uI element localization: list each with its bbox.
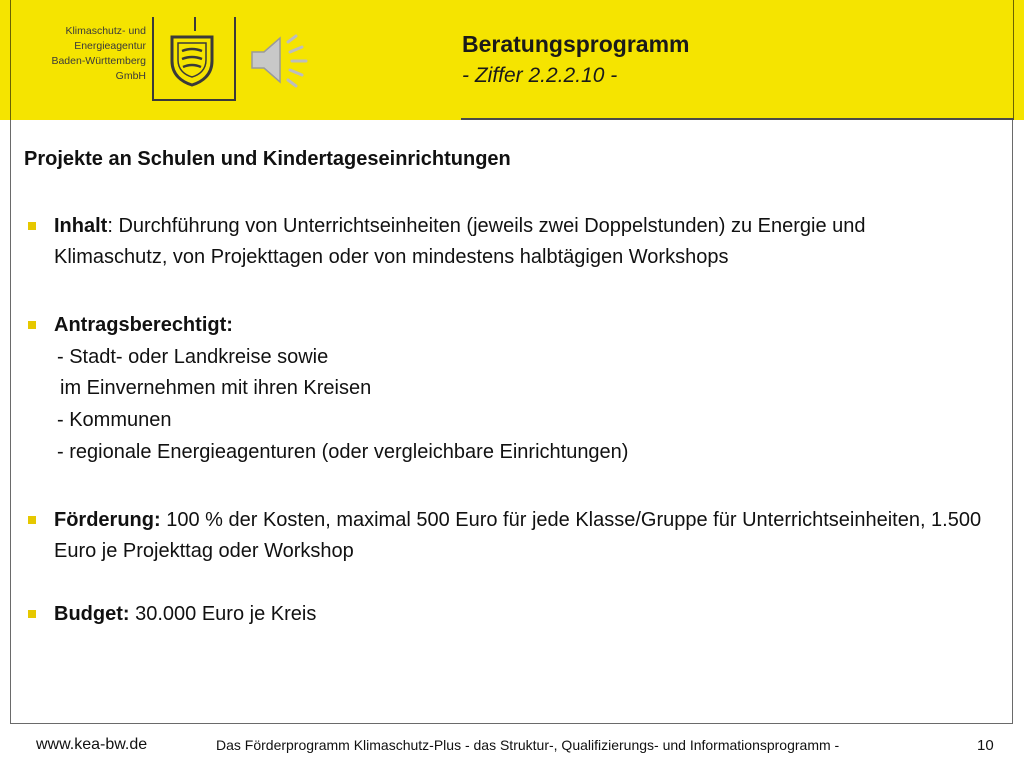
speaker-icon[interactable] — [248, 30, 320, 90]
bullet-foerderung — [24, 505, 984, 567]
bullet-label: Antragsberechtigt: — [54, 314, 233, 336]
header-right-rule — [1013, 0, 1014, 120]
bullet-label: Förderung: — [54, 509, 161, 531]
footer-caption: Das Förderprogramm Klimaschutz-Plus - das Struktur-, Qualifizierungs- und Informationsprogramm - — [216, 737, 840, 753]
organization-name — [28, 24, 146, 84]
header-left-rule — [10, 0, 11, 120]
slide-title-block — [462, 31, 689, 88]
footer-url[interactable]: www.kea-bw.de — [36, 736, 148, 753]
org-line: Klimaschutz- und — [65, 25, 146, 37]
page-number: 10 — [977, 737, 994, 754]
bullet-text: 30.000 Euro je Kreis — [129, 603, 317, 625]
org-line: Baden-Württemberg — [51, 55, 146, 67]
eligibility-item: - Stadt- oder Landkreise sowie — [57, 346, 329, 368]
bullet-text: 100 % der Kosten, maximal 500 Euro für jede Klasse/Gruppe für Unterrichtseinheiten, 1.500 Euro je Projekttag oder Workshop — [54, 509, 982, 562]
eligibility-item: - Kommunen — [57, 409, 172, 431]
eligibility-item: - regionale Energieagenturen (oder vergleichbare Einrichtungen) — [57, 441, 629, 463]
slide-subtitle: - Ziffer 2.2.2.10 - — [462, 64, 618, 87]
bullet-text: : Durchführung von Unterrichtseinheiten (jeweils zwei Doppelstunden) zu Energie und Klimaschutz, von Projekttagen oder von mindestens halbtägigen Workshops — [54, 215, 866, 268]
slide-title: Beratungsprogramm — [462, 31, 690, 57]
org-line: GmbH — [115, 70, 146, 82]
bullet-inhalt — [24, 211, 984, 273]
bullet-marker — [28, 321, 36, 329]
org-line: Energieagentur — [74, 40, 146, 52]
coat-of-arms-icon — [168, 33, 216, 87]
bullet-marker — [28, 222, 36, 230]
bullet-marker — [28, 516, 36, 524]
bullet-label: Budget: — [54, 603, 130, 625]
eligibility-item: im Einvernehmen mit ihren Kreisen — [60, 377, 372, 399]
bullet-marker — [28, 610, 36, 618]
bullet-budget — [24, 599, 984, 630]
bullet-antragsberechtigt — [24, 310, 984, 341]
section-heading: Projekte an Schulen und Kindertageseinrichtungen — [24, 148, 511, 170]
bullet-label: Inhalt — [54, 215, 108, 237]
